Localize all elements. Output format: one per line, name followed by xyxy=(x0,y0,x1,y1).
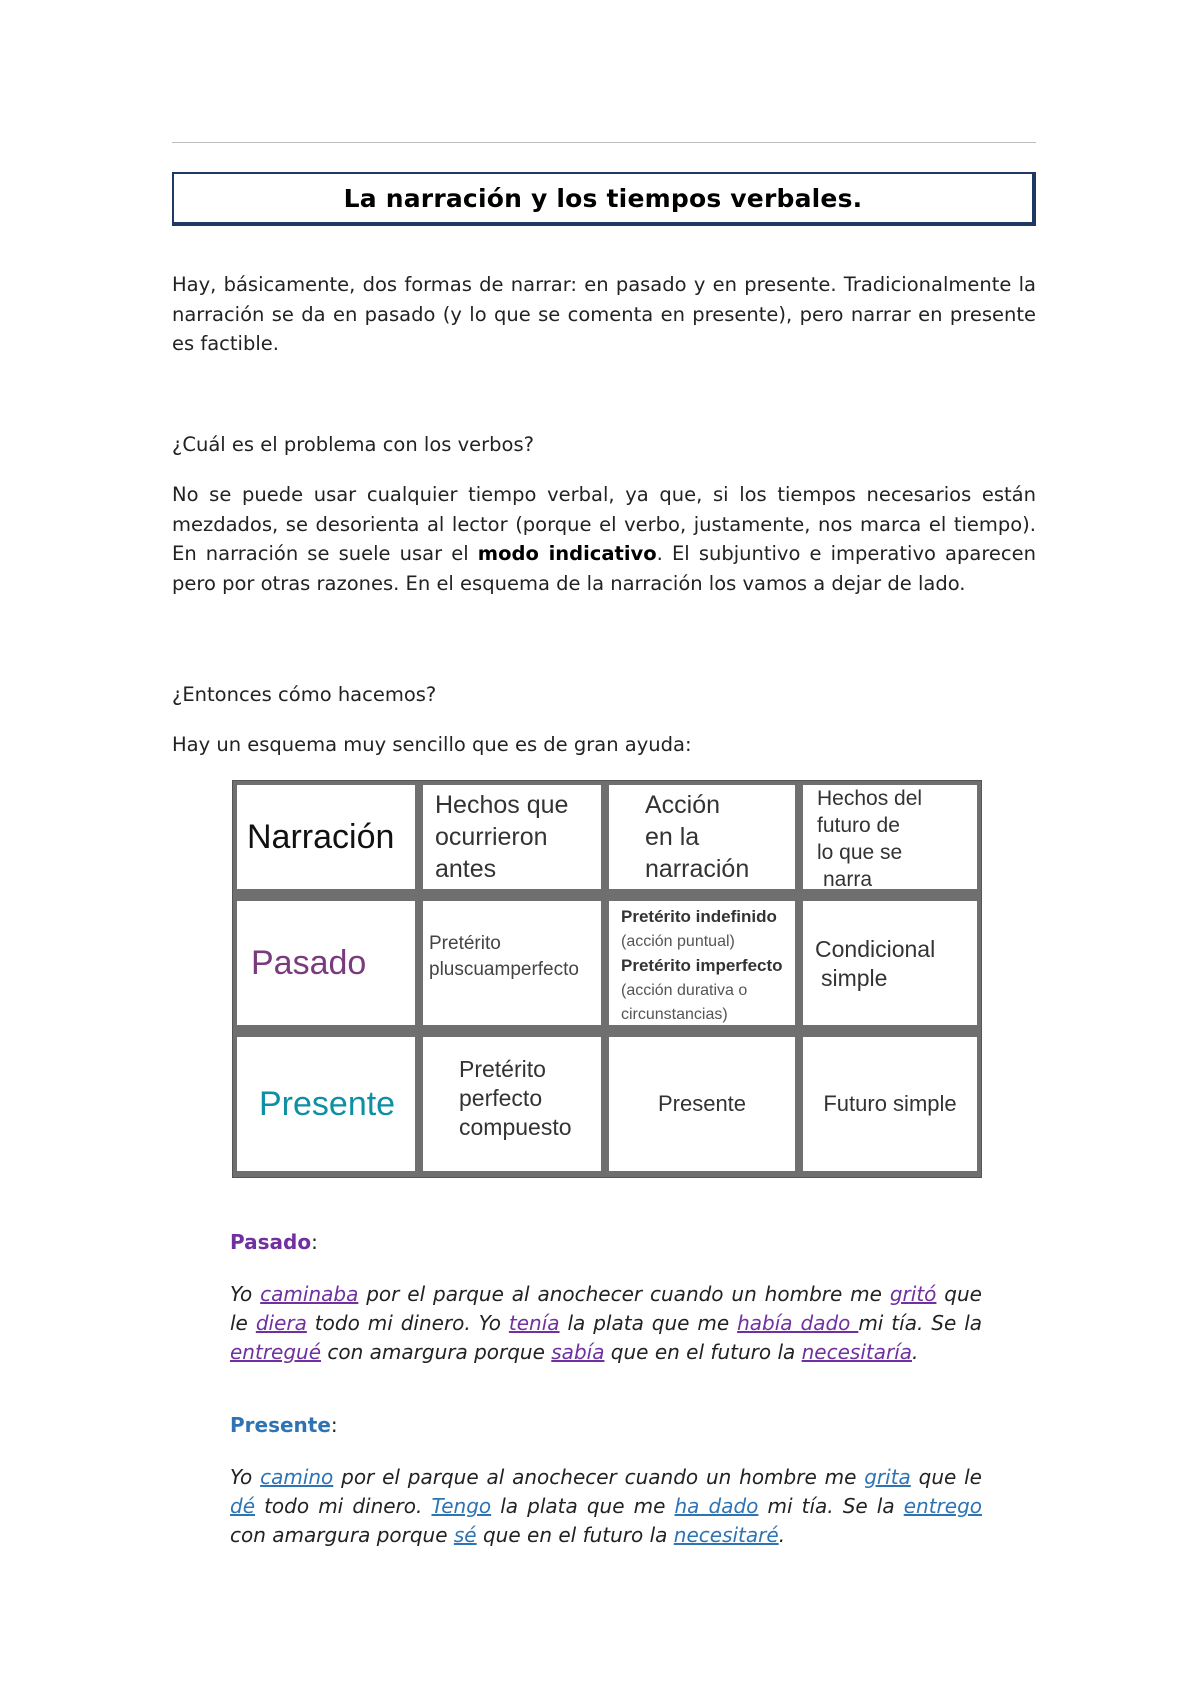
text: que en el futuro la xyxy=(476,1523,674,1547)
text: Yo xyxy=(230,1282,261,1306)
cell-line: compuesto xyxy=(459,1114,572,1140)
circunstancias: circunstancias) xyxy=(621,1006,728,1023)
cell-pasado: Pasado xyxy=(237,901,415,1025)
text: con amargura porque xyxy=(230,1523,454,1547)
label-colon: : xyxy=(330,1413,338,1437)
cell-line: futuro de xyxy=(817,814,900,837)
verb-link[interactable]: sabía xyxy=(551,1340,605,1364)
verb-link[interactable]: entregué xyxy=(230,1340,322,1364)
verb-link[interactable]: necesitaré xyxy=(673,1523,779,1547)
verb-link[interactable]: caminaba xyxy=(260,1282,359,1306)
preterito-indefinido: Pretérito indefinido xyxy=(621,907,777,926)
cell-line: Acción xyxy=(645,791,721,819)
cell-line: narración xyxy=(645,855,750,883)
cell-pluscuamperfecto xyxy=(423,901,601,1025)
verbs-paragraph-text-a: No se puede usar cualquier tiempo verbal, ya que, si los tiempos necesarios están mezdados, se desorienta al lector (porque el verbo, justamente, nos marca el tiempo). En narración se suele usar el xyxy=(172,483,1036,566)
header-rule xyxy=(172,142,1036,143)
cell-line: simple xyxy=(821,965,888,991)
verb-link[interactable]: dé xyxy=(230,1494,255,1518)
cell-hechos-antes xyxy=(423,785,601,889)
text: todo mi dinero. xyxy=(255,1494,432,1518)
cell-line: Hechos que xyxy=(435,791,569,819)
cell-line: Pretérito xyxy=(459,1056,546,1082)
label-colon: : xyxy=(311,1230,318,1254)
text: por el parque al anochecer cuando un hombre me xyxy=(358,1282,890,1306)
cell-hechos-futuro xyxy=(803,785,977,889)
text: por el parque al anochecer cuando un hombre me xyxy=(333,1465,865,1489)
cell-presente: Presente xyxy=(609,1037,795,1171)
verb-link[interactable]: grita xyxy=(864,1465,911,1489)
text: la plata que me xyxy=(559,1311,738,1335)
example-pasado-label xyxy=(230,1230,318,1254)
modo-indicativo: modo indicativo xyxy=(477,542,657,566)
question-verbs: ¿Cuál es el problema con los verbos? xyxy=(172,433,534,456)
verb-link[interactable]: entrego xyxy=(903,1494,982,1518)
text: . xyxy=(778,1523,786,1547)
cell-perfecto-compuesto xyxy=(423,1037,601,1171)
verb-link[interactable]: Tengo xyxy=(431,1494,492,1518)
cell-accion xyxy=(609,785,795,889)
cell-preteritos xyxy=(609,901,795,1025)
cell-line: pluscuamperfecto xyxy=(429,959,579,980)
text: que le xyxy=(230,1282,982,1335)
cell-line: Condicional xyxy=(815,936,936,962)
title-box xyxy=(172,172,1036,226)
cell-narracion: Narración xyxy=(237,785,415,889)
text: mi tía. Se la xyxy=(858,1311,983,1335)
cell-line: perfecto xyxy=(459,1085,543,1111)
narration-schema-table xyxy=(232,780,982,1178)
cell-line: antes xyxy=(435,855,497,883)
accion-durativa: (acción durativa o xyxy=(621,982,748,999)
verb-link[interactable]: tenía xyxy=(508,1311,560,1335)
verbs-paragraph-text-b: . El subjuntivo e imperativo aparecen pero por otras razones. En el esquema de la narración los vamos a dejar de lado. xyxy=(172,542,1036,595)
text: la plata que me xyxy=(491,1494,675,1518)
text: con amargura porque xyxy=(321,1340,552,1364)
example-pasado xyxy=(230,1280,982,1367)
text: que le xyxy=(910,1465,982,1489)
verb-link[interactable]: gritó xyxy=(889,1282,937,1306)
verb-link[interactable]: necesitaría xyxy=(801,1340,913,1364)
cell-condicional xyxy=(803,901,977,1025)
text: que en el futuro la xyxy=(604,1340,802,1364)
page-title: La narración y los tiempos verbales. xyxy=(343,183,863,213)
cell-line: Hechos del xyxy=(817,787,923,810)
cell-line: lo que se xyxy=(817,841,903,864)
text: Yo xyxy=(230,1465,261,1489)
question-how: ¿Entonces cómo hacemos? xyxy=(172,683,437,706)
example-presente-label xyxy=(230,1413,338,1437)
verbs-paragraph xyxy=(172,480,1036,598)
cell-futuro-simple: Futuro simple xyxy=(803,1037,977,1171)
cell-line: en la xyxy=(645,823,700,851)
text: mi tía. Se la xyxy=(758,1494,904,1518)
verb-link[interactable]: diera xyxy=(255,1311,307,1335)
text: todo mi dinero. Yo xyxy=(306,1311,509,1335)
accion-puntual: (acción puntual) xyxy=(621,933,735,950)
intro-paragraph: Hay, básicamente, dos formas de narrar: en pasado y en presente. Tradicionalmente la narración se da en pasado (y lo que se comenta en presente), pero narrar en presente es factible. xyxy=(172,273,1036,356)
verb-link[interactable]: ha dado xyxy=(674,1494,759,1518)
pasado-label-text: Pasado xyxy=(230,1230,312,1254)
cell-presente-label: Presente xyxy=(237,1037,415,1171)
verb-link[interactable]: camino xyxy=(260,1465,334,1489)
schema-intro: Hay un esquema muy sencillo que es de gran ayuda: xyxy=(172,733,692,756)
cell-line: ocurrieron xyxy=(435,823,548,851)
verb-link[interactable]: sé xyxy=(453,1523,477,1547)
text: . xyxy=(912,1340,919,1364)
verb-link[interactable]: había dado xyxy=(737,1311,859,1335)
cell-line: narra xyxy=(823,868,873,891)
presente-label-text: Presente xyxy=(230,1413,331,1437)
preterito-imperfecto: Pretérito imperfecto xyxy=(621,956,783,975)
example-presente xyxy=(230,1463,982,1550)
cell-line: Pretérito xyxy=(429,933,501,954)
